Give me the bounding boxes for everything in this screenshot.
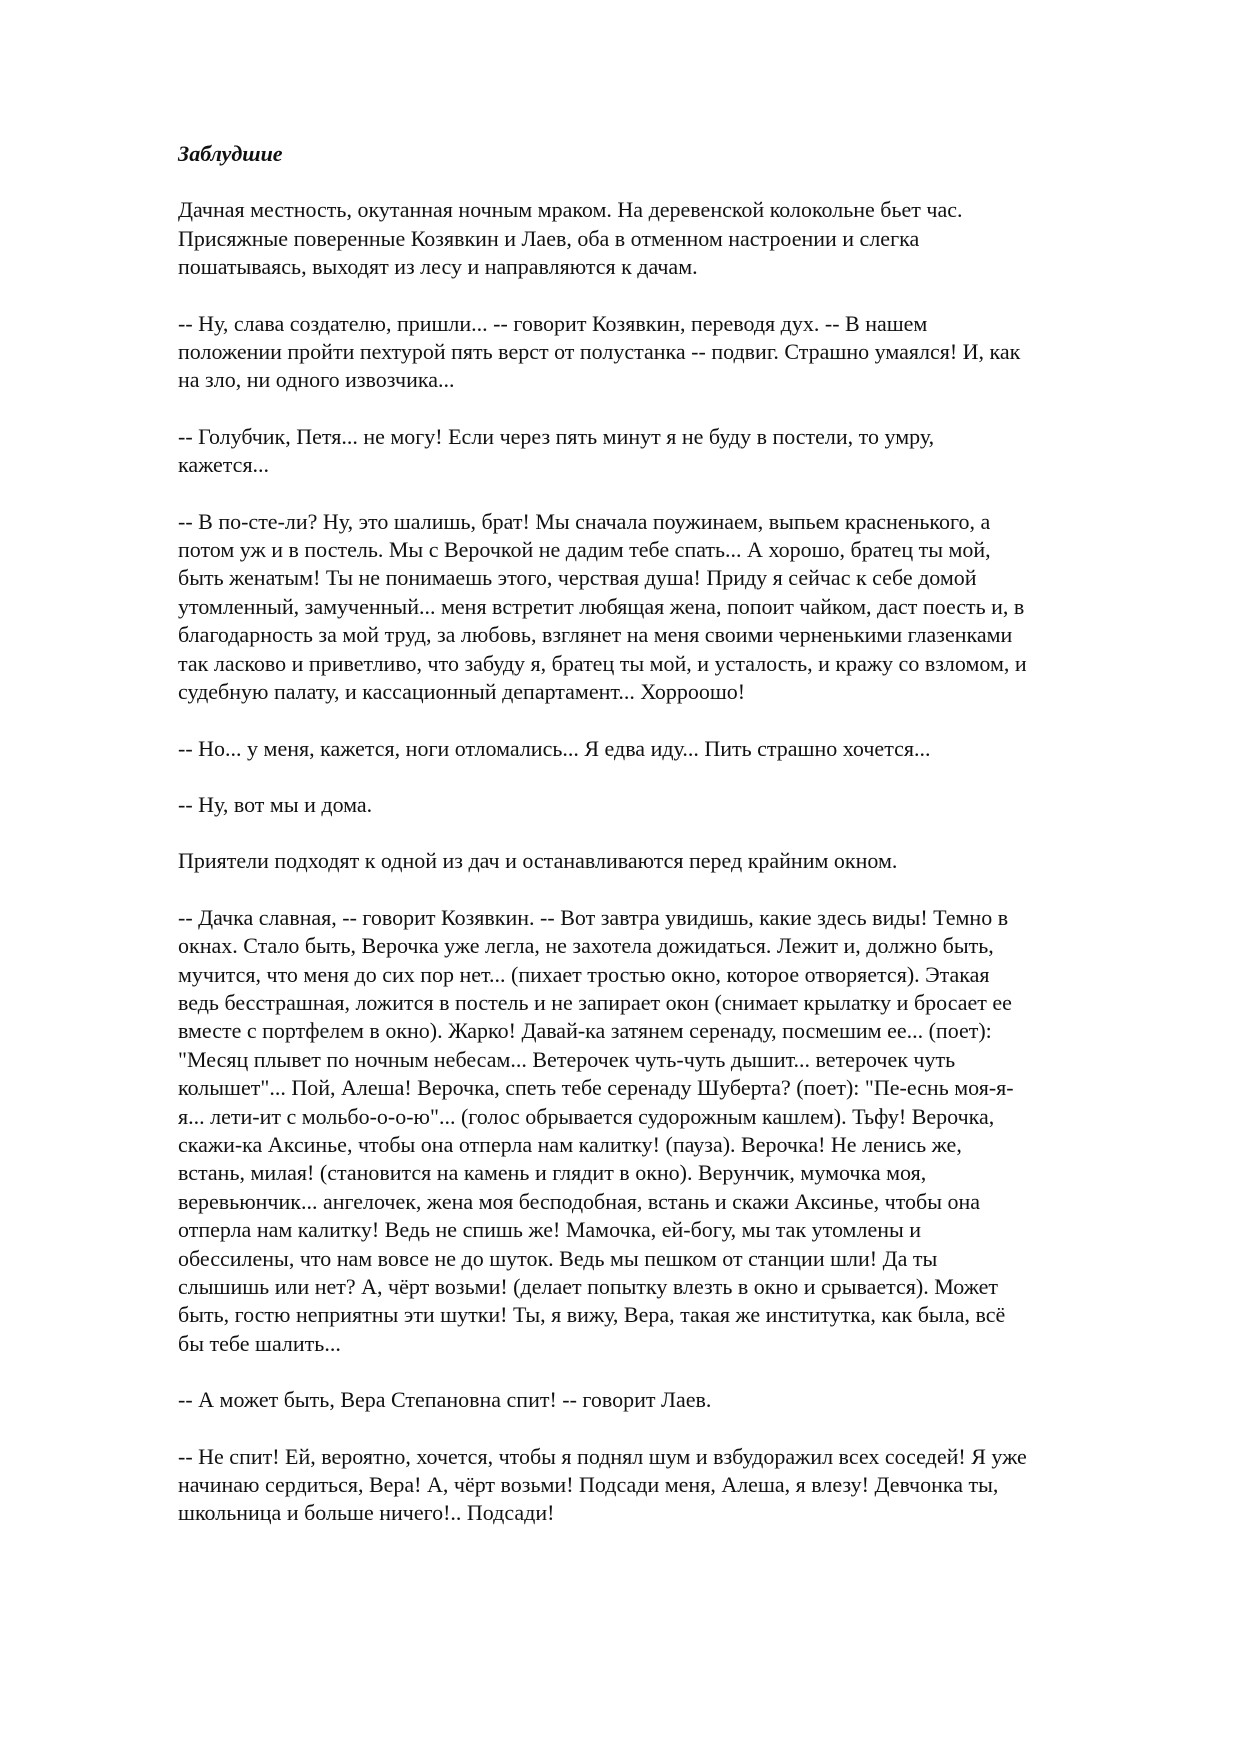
text-line: так ласково и приветливо, что забуду я, братец ты мой, и усталость, и кражу со взломом, и [178,650,1027,676]
text-line: Дачная местность, окутанная ночным мраком. На деревенской колокольне бьет час. [178,197,963,223]
paragraph [178,508,1158,707]
text-line: вместе с портфелем в окно). Жарко! Давай-ка затянем серенаду, посмешим ее... (поет): [178,1018,992,1044]
text-line: Присяжные поверенные Козявкин и Лаев, оба в отменном настроении и слегка [178,225,920,251]
paragraph [178,791,1158,819]
document-title: Заблудшие [178,141,283,166]
document-body [178,140,1158,1556]
text-line: -- Дачка славная, -- говорит Козявкин. -- Вот завтра увидишь, какие здесь виды! Темно в [178,904,1009,930]
paragraph [178,196,1158,281]
paragraph [178,1386,1158,1414]
text-line: потом уж и в постель. Мы с Верочкой не дадим тебе спать... А хорошо, братец ты мой, [178,537,991,563]
text-line: школьница и больше ничего!.. Подсади! [178,1500,555,1526]
text-line: бы тебе шалить... [178,1330,341,1356]
text-line: -- Голубчик, Петя... не могу! Если через пять минут я не буду в постели, то умру, [178,423,935,449]
paragraph [178,310,1158,395]
text-line: положении пройти пехтурой пять верст от полустанка -- подвиг. Страшно умаялся! И, как [178,339,1021,365]
text-line: -- Ну, вот мы и дома. [178,791,373,817]
text-line: кажется... [178,452,270,478]
text-line: быть женатым! Ты не понимаешь этого, черствая душа! Приду я сейчас к себе домой [178,565,977,591]
text-line: "Месяц плывет по ночным небесам... Ветерочек чуть-чуть дышит... ветерочек чуть [178,1046,956,1072]
text-line: начинаю сердиться, Вера! А, чёрт возьми! Подсади меня, Алеша, я влезу! Девчонка ты, [178,1472,999,1498]
text-line: ведь бесстрашная, ложится в постель и не запирает окон (снимает крылатку и бросает ее [178,989,1012,1015]
text-line: утомленный, замученный... меня встретит любящая жена, попоит чайком, даст поесть и, в [178,593,1025,619]
paragraph [178,423,1158,480]
text-line: слышишь или нет? А, чёрт возьми! (делает попытку влезть в окно и срывается). Может [178,1274,998,1299]
paragraph [178,1443,1158,1528]
text-line: -- В по-сте-ли? Ну, это шалишь, брат! Мы сначала поужинаем, выпьем красненького, а [178,508,991,534]
text-line: судебную палату, и кассационный департамент... Хорроошо! [178,679,746,705]
text-line: пошатываясь, выходят из лесу и направляются к дачам. [178,254,698,280]
paragraph [178,904,1158,1359]
text-line: обессилены, что нам вовсе не до шуток. Ведь мы пешком от станции шли! Да ты [178,1245,938,1271]
text-line: окнах. Стало быть, Верочка уже легла, не захотела дожидаться. Лежит и, должно быть, [178,933,994,959]
text-line: колышет"... Пой, Алеша! Верочка, спеть тебе серенаду Шуберта? (поет): "Пе-еснь моя-я- [178,1075,1014,1101]
text-line: -- Не спит! Ей, вероятно, хочется, чтобы я поднял шум и взбудоражил всех соседей! Я уже [178,1443,1027,1469]
text-line: я... лети-ит с мольбо-о-о-ю"... (голос обрывается судорожным кашлем). Тьфу! Верочка, [178,1103,995,1129]
text-line: -- Но... у меня, кажется, ноги отломались... Я едва иду... Пить страшно хочется... [178,735,931,761]
text-line: встань, милая! (становится на камень и глядит в окно). Верунчик, мумочка моя, [178,1160,927,1186]
text-line: скажи-ка Аксинье, чтобы она отперла нам калитку! (пауза). Верочка! Не ленись же, [178,1131,962,1157]
text-line: -- А может быть, Вера Степановна спит! -- говорит Лаев. [178,1387,712,1413]
text-line: отперла нам калитку! Ведь не спишь же! Мамочка, ей-богу, мы так утомлены и [178,1217,922,1243]
paragraph [178,847,1158,875]
text-line: быть, гостю неприятны эти шутки! Ты, я вижу, Вера, такая же институтка, как была, всё [178,1302,1006,1328]
paragraph [178,735,1158,763]
text-line: на зло, ни одного извозчика... [178,367,455,393]
text-line: Приятели подходят к одной из дач и останавливаются перед крайним окном. [178,848,898,874]
text-line: мучится, что меня до сих пор нет... (пихает тростью окно, которое отворяется). Этакая [178,961,990,987]
text-line: благодарность за мой труд, за любовь, взглянет на меня своими черненькими глазенками [178,622,1013,648]
text-line: веревьюнчик... ангелочек, жена моя бесподобная, встань и скажи Аксинье, чтобы она [178,1188,981,1214]
text-line: -- Ну, слава создателю, пришли... -- говорит Козявкин, переводя дух. -- В нашем [178,310,928,336]
